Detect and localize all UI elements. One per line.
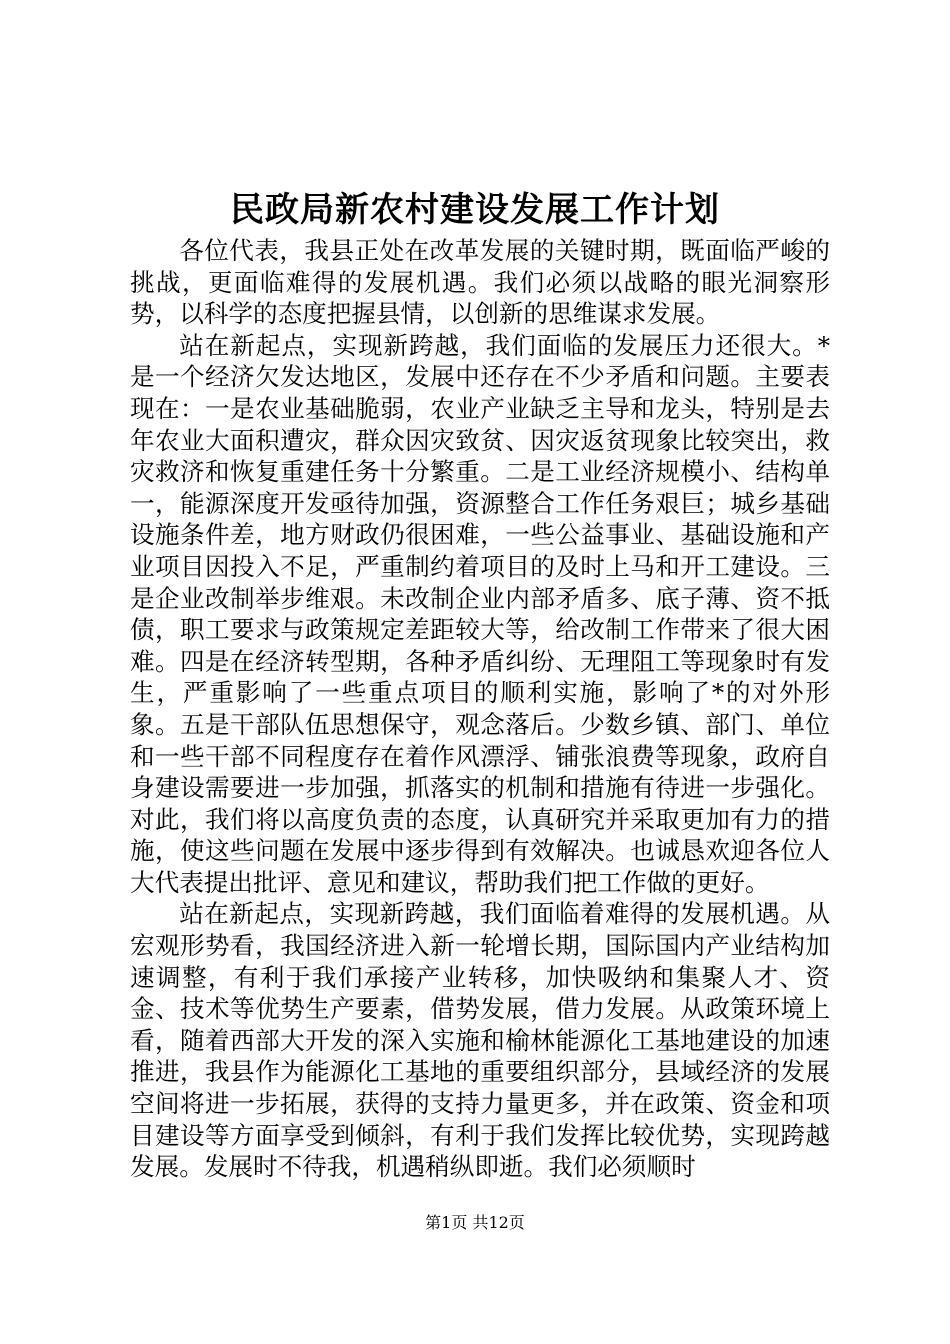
document-body [130,235,830,1183]
paragraph-2: 站在新起点，实现新跨越，我们面临的发展压力还很大。*是一个经济欠发达地区，发展中还存在不少矛盾和问题。主要表现在：一是农业基础脆弱，农业产业缺乏主导和龙头，特别是去年农业大面积遭灾，群众因灾致贫、因灾返贫现象比较突出，救灾救济和恢复重建任务十分繁重。二是工业经济规模小、结构单一，能源深度开发亟待加强，资源整合工作任务艰巨；城乡基础设施条件差，地方财政仍很困难，一些公益事业、基础设施和产业项目因投入不足，严重制约着项目的及时上马和开工建设。三是企业改制举步维艰。未改制企业内部矛盾多、底子薄、资不抵债，职工要求与政策规定差距较大等，给改制工作带来了很大困难。四是在经济转型期，各种矛盾纠纷、无理阻工等现象时有发生，严重影响了一些重点项目的顺利实施，影响了*的对外形象。五是干部队伍思想保守，观念落后。少数乡镇、部门、单位和一些干部不同程度存在着作风漂浮、铺张浪费等现象，政府自身建设需要进一步加强，抓落实的机制和措施有待进一步强化。对此，我们将以高度负责的态度，认真研究并采取更加有力的措施，使这些问题在发展中逐步得到有效解决。也诚恳欢迎各位人大代表提出批评、意见和建议，帮助我们把工作做的更好。 [130,330,830,897]
paragraph-1: 各位代表，我县正处在改革发展的关键时期，既面临严峻的挑战，更面临难得的发展机遇。我们必须以战略的眼光洞察形势，以科学的态度把握县情，以创新的思维谋求发展。 [130,236,830,329]
paragraph-3: 站在新起点，实现新跨越，我们面临着难得的发展机遇。从宏观形势看，我国经济进入新一轮增长期，国际国内产业结构加速调整，有利于我们承接产业转移，加快吸纳和集聚人才、资金、技术等优势生产要素，借势发展，借力发展。从政策环境上看，随着西部大开发的深入实施和榆林能源化工基地建设的加速推进，我县作为能源化工基地的重要组织部分，县域经济的发展空间将进一步拓展，获得的支持力量更多，并在政策、资金和项目建设等方面享受到倾斜，有利于我们发挥比较优势，实现跨越发展。发展时不待我，机遇稍纵即逝。我们必须顺时 [130,899,830,1182]
page-number-footer: 第1页 共12页 [425,1213,525,1232]
document-title: 民政局新农村建设发展工作计划 [230,190,720,230]
